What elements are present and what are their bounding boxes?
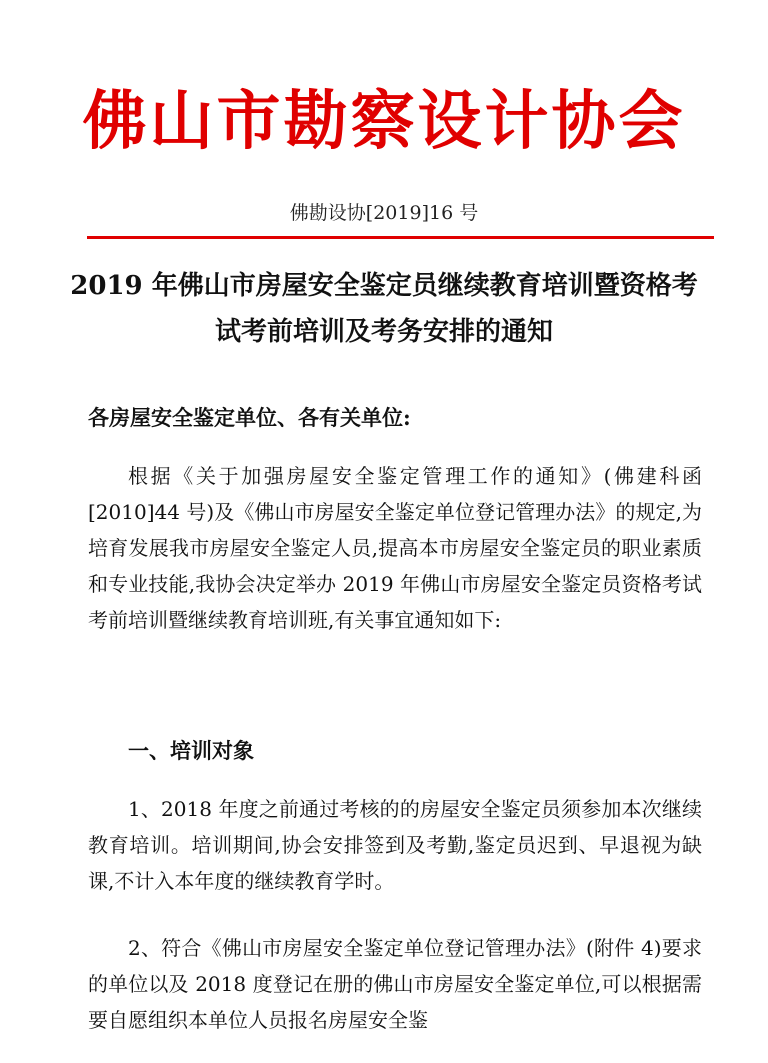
paragraph-item-2: 2、符合《佛山市房屋安全鉴定单位登记管理办法》(附件 4)要求的单位以及 2018 度登记在册的佛山市房屋安全鉴定单位,可以根据需要自愿组织本单位人员报名房屋安全鉴	[88, 936, 702, 1032]
addressee-line: 各房屋安全鉴定单位、各有关单位:	[88, 405, 411, 430]
intro-paragraph: 根据《关于加强房屋安全鉴定管理工作的通知》(佛建科函[2010]44 号)及《佛山市房屋安全鉴定单位登记管理办法》的规定,为培育发展我市房屋安全鉴定人员,提高本市房屋安全鉴定员的职业素质和专业技能,我协会决定举办 2019 年佛山市房屋安全鉴定员资格考试考前培训暨继续教育培训班,有关事宜通知如下:	[88, 464, 702, 632]
document-number: 佛勘设协[2019]16 号	[289, 202, 479, 224]
section-heading-training-targets: 一、培训对象	[128, 738, 254, 763]
organization-name: 佛山市勘察设计协会	[82, 84, 686, 159]
document-title: 2019 年佛山市房屋安全鉴定员继续教育培训暨资格考试考前培训及考务安排的通知	[70, 271, 698, 347]
paragraph-item-1: 1、2018 年度之前通过考核的的房屋安全鉴定员须参加本次继续教育培训。培训期间,协会安排签到及考勤,鉴定员迟到、早退视为缺课,不计入本年度的继续教育学时。	[88, 797, 702, 893]
header-divider	[87, 236, 714, 239]
